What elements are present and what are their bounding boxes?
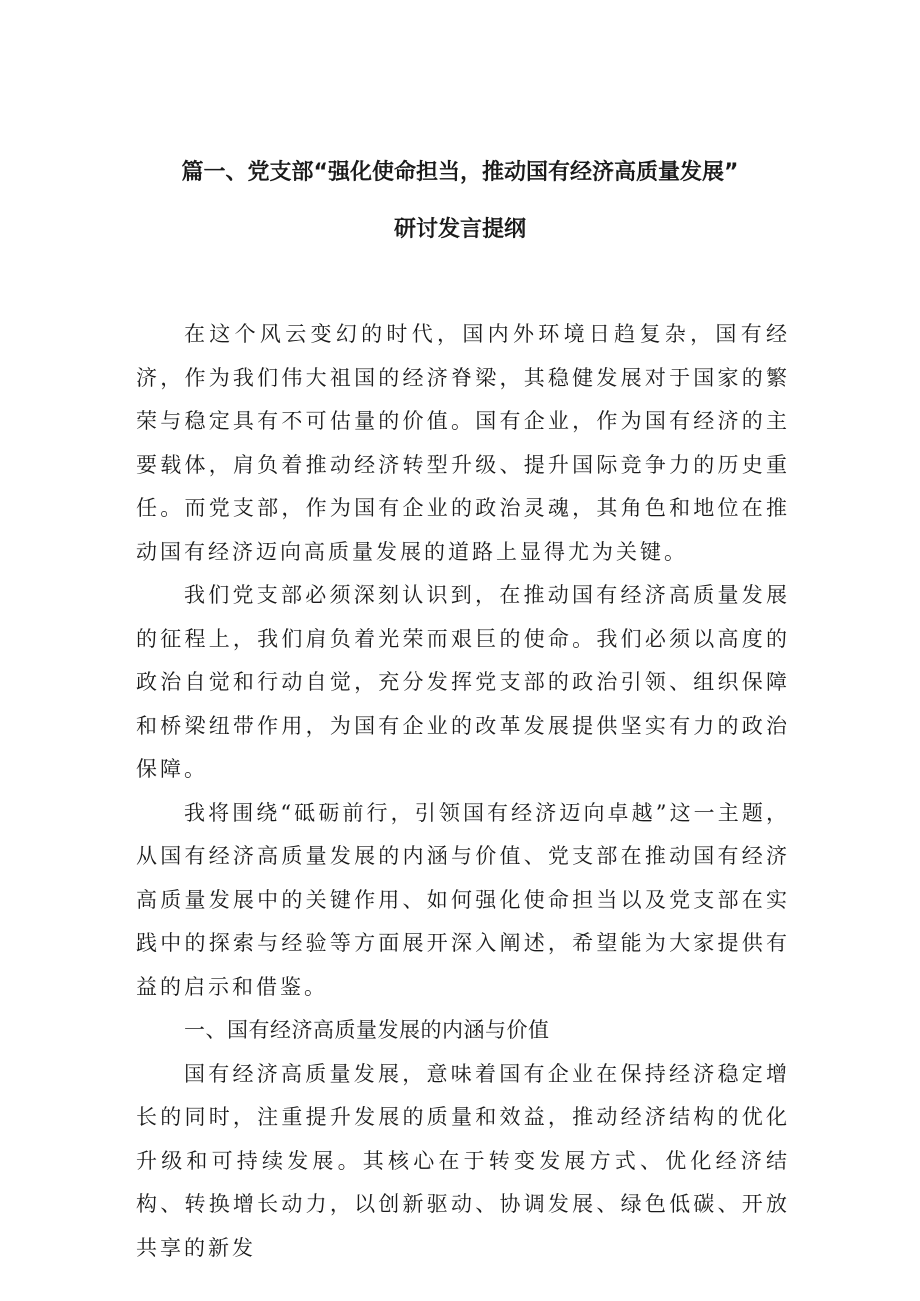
section-heading: 一、国有经济高质量发展的内涵与价值 [184,1018,550,1042]
document-title-line-1: 篇一、党支部“强化使命担当，推动国有经济高质量发展” [181,160,739,185]
document-title-line-2: 研讨发言提纲 [393,217,526,242]
document-body [136,313,790,1270]
body-paragraph-3: 我将围绕“砥砺前行，引领国有经济迈向卓越”这一主题，从国有经济高质量发展的内涵与价值、党支部在推动国有经济高质量发展中的关键作用、如何强化使命担当以及党支部在实践中的探索与经验等方面展开深入阐述，希望能为大家提供有益的启示和借鉴。 [136,800,790,999]
body-paragraph-1: 在这个风云变幻的时代，国内外环境日趋复杂，国有经济，作为我们伟大祖国的经济脊梁，其稳健发展对于国家的繁荣与稳定具有不可估量的价值。国有企业，作为国有经济的主要载体，肩负着推动经济转型升级、提升国际竞争力的历史重任。而党支部，作为国有企业的政治灵魂，其角色和地位在推动国有经济迈向高质量发展的道路上显得尤为关键。 [136,322,790,564]
body-paragraph-2: 我们党支部必须深刻认识到，在推动国有经济高质量发展的征程上，我们肩负着光荣而艰巨的使命。我们必须以高度的政治自觉和行动自觉，充分发挥党支部的政治引领、组织保障和桥梁纽带作用，为国有企业的改革发展提供坚实有力的政治保障。 [136,583,790,781]
section-paragraph: 国有经济高质量发展，意味着国有企业在保持经济稳定增长的同时，注重提升发展的质量和效益，推动经济结构的优化升级和可持续发展。其核心在于转变发展方式、优化经济结构、转换增长动力，以创新驱动、协调发展、绿色低碳、开放共享的新发 [136,1061,790,1260]
